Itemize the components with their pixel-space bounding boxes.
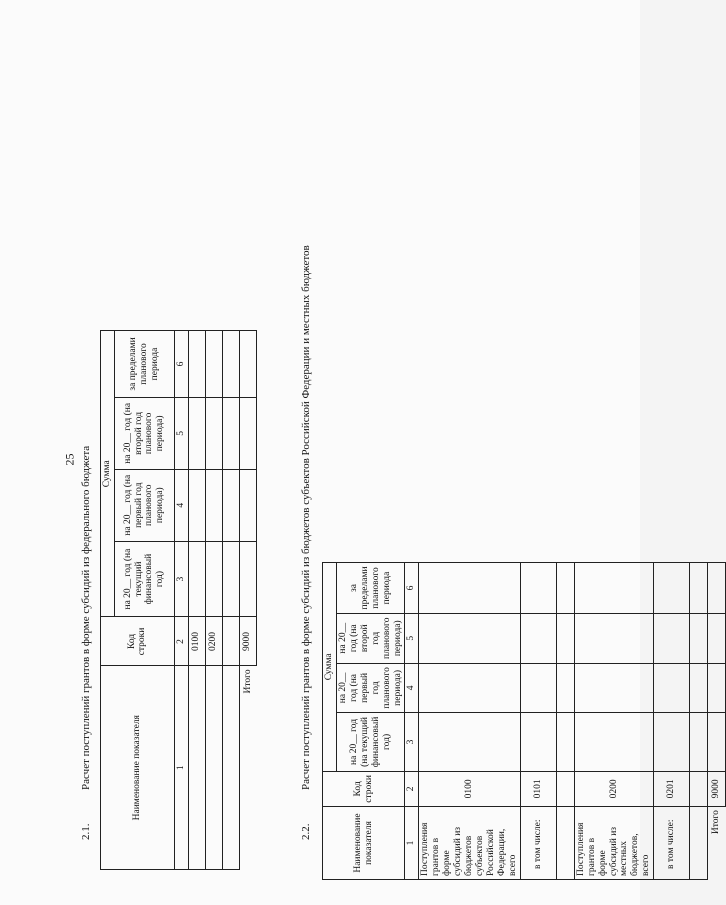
colnum-1: 1 — [405, 807, 419, 880]
value-cell[interactable] — [520, 613, 556, 663]
colnum-4: 4 — [174, 469, 188, 541]
colnum-4: 4 — [405, 663, 419, 713]
value-cell[interactable] — [188, 331, 205, 398]
value-cell[interactable] — [520, 563, 556, 614]
value-cell[interactable] — [690, 713, 708, 771]
header-col4: на 20__ год (на первый год планового периода) — [114, 469, 174, 541]
value-cell[interactable] — [419, 663, 520, 713]
value-cell[interactable] — [708, 713, 726, 771]
colnum-6: 6 — [405, 563, 419, 614]
value-cell[interactable] — [239, 469, 256, 541]
row-code: 0201 — [654, 771, 690, 806]
value-cell[interactable] — [708, 563, 726, 614]
value-cell[interactable] — [654, 663, 690, 713]
row-code: 0100 — [188, 617, 205, 666]
row-name: в том числе: — [654, 807, 690, 880]
value-cell[interactable] — [690, 613, 708, 663]
colnum-2: 2 — [405, 771, 419, 806]
header-name: Наименование показателя — [323, 807, 405, 880]
header-code: Код строки — [323, 771, 405, 806]
total-row — [708, 563, 726, 880]
value-cell[interactable] — [205, 541, 222, 617]
value-cell[interactable] — [690, 663, 708, 713]
row-code: 0101 — [520, 771, 556, 806]
table-row — [574, 563, 653, 880]
column-number-row — [405, 563, 419, 880]
value-cell[interactable] — [239, 331, 256, 398]
row-code: 0200 — [205, 617, 222, 666]
row-name — [188, 666, 205, 870]
value-cell[interactable] — [520, 713, 556, 771]
table-row-empty — [222, 331, 239, 870]
total-code: 9000 — [708, 771, 726, 806]
total-row — [239, 331, 256, 870]
row-name — [690, 807, 708, 880]
value-cell[interactable] — [239, 541, 256, 617]
value-cell[interactable] — [654, 713, 690, 771]
header-code: Код строки — [101, 617, 175, 666]
colnum-3: 3 — [405, 713, 419, 771]
value-cell[interactable] — [205, 469, 222, 541]
table-row — [419, 563, 520, 880]
colnum-2: 2 — [174, 617, 188, 666]
row-code — [690, 771, 708, 806]
table-row — [556, 563, 574, 880]
value-cell[interactable] — [419, 713, 520, 771]
section-2-1-number: 2.1. — [80, 823, 92, 840]
value-cell[interactable] — [188, 469, 205, 541]
section-2-2-title: Расчет поступлений грантов в форме субсидий из бюджетов субъектов Российской Федерации и местных бюджетов — [300, 245, 312, 790]
colnum-3: 3 — [174, 541, 188, 617]
table-row — [188, 331, 205, 870]
row-name — [205, 666, 222, 870]
value-cell[interactable] — [239, 397, 256, 469]
value-cell[interactable] — [708, 663, 726, 713]
header-col3: на 20__ год (на текущий финансовый год) — [336, 713, 405, 771]
header-col4: на 20__ год (на первый год планового периода) — [336, 663, 405, 713]
row-name: в том числе: — [520, 807, 556, 880]
value-cell[interactable] — [574, 663, 653, 713]
header-col6: за пределами планового периода — [114, 331, 174, 398]
value-cell[interactable] — [654, 563, 690, 614]
table-2-1-wrapper — [100, 330, 257, 870]
header-col3: на 20__ год (на текущий финансовый год) — [114, 541, 174, 617]
value-cell[interactable] — [574, 713, 653, 771]
value-cell[interactable] — [205, 397, 222, 469]
table-row — [690, 563, 708, 880]
table-2-1 — [100, 330, 257, 870]
value-cell[interactable] — [574, 563, 653, 614]
row-name: Поступления грантов в форме субсидий из местных бюджетов, всего — [574, 807, 653, 880]
value-cell[interactable] — [419, 613, 520, 663]
table-2-2-wrapper — [322, 562, 726, 880]
row-name: Поступления грантов в форме субсидий из бюджетов субъектов Российской Федерации, всего — [419, 807, 520, 880]
header-col5: на 20__ год (на второй год планового периода) — [114, 397, 174, 469]
header-name: Наименование показателя — [101, 666, 175, 870]
section-2-2-number: 2.2. — [300, 823, 312, 840]
row-code: 0100 — [419, 771, 520, 806]
header-sum: Сумма — [101, 331, 115, 617]
colnum-1: 1 — [174, 666, 188, 870]
value-cell[interactable] — [556, 563, 574, 614]
colnum-5: 5 — [174, 397, 188, 469]
table-row — [520, 563, 556, 880]
table-row — [205, 331, 222, 870]
section-2-2-heading — [300, 245, 312, 840]
row-code: 0200 — [574, 771, 653, 806]
value-cell[interactable] — [556, 663, 574, 713]
section-2-1-title: Расчет поступлений грантов в форме субсидий из федерального бюджета — [80, 445, 92, 790]
value-cell[interactable] — [556, 613, 574, 663]
value-cell[interactable] — [205, 331, 222, 398]
value-cell[interactable] — [188, 541, 205, 617]
colnum-5: 5 — [405, 613, 419, 663]
table-row — [654, 563, 690, 880]
row-name — [556, 807, 574, 880]
value-cell[interactable] — [520, 663, 556, 713]
value-cell[interactable] — [574, 613, 653, 663]
page-number: 25 — [62, 453, 77, 466]
table-2-2 — [322, 562, 726, 880]
header-col6: за пределами планового периода — [336, 563, 405, 614]
column-number-row — [174, 331, 188, 870]
total-label: Итого — [239, 666, 256, 870]
row-code — [556, 771, 574, 806]
colnum-6: 6 — [174, 331, 188, 398]
total-code: 9000 — [239, 617, 256, 666]
header-col5: на 20__ год (на второй год планового периода) — [336, 613, 405, 663]
value-cell[interactable] — [556, 713, 574, 771]
value-cell[interactable] — [654, 613, 690, 663]
total-label: Итого — [708, 807, 726, 880]
value-cell[interactable] — [708, 613, 726, 663]
value-cell[interactable] — [419, 563, 520, 614]
value-cell[interactable] — [690, 563, 708, 614]
value-cell[interactable] — [188, 397, 205, 469]
section-2-1-heading — [80, 446, 92, 840]
header-sum: Сумма — [323, 563, 337, 772]
